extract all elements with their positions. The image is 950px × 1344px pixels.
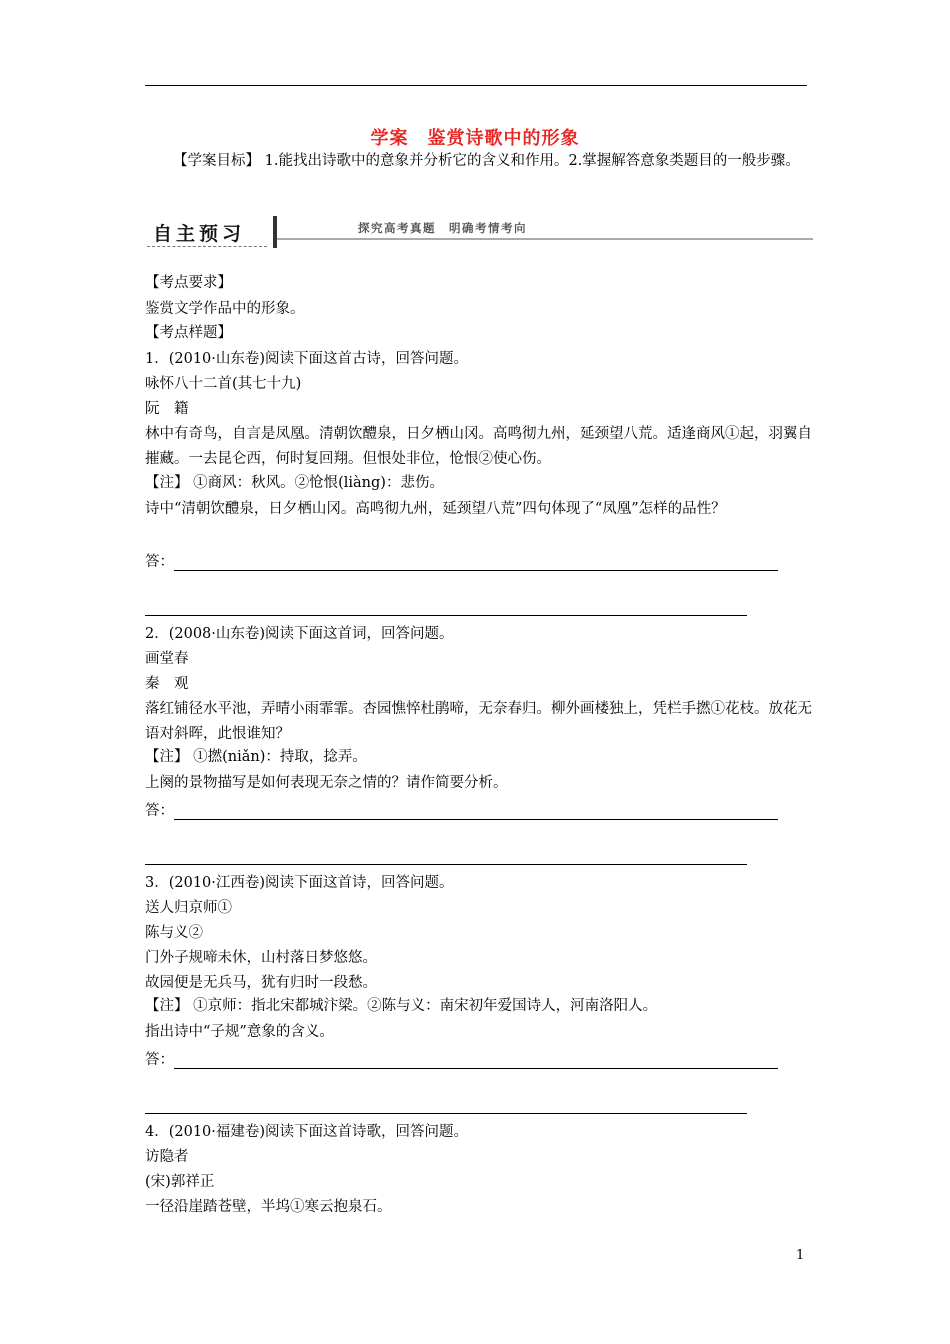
banner-divider	[273, 216, 277, 248]
q3-poem-line-1: 门外子规啼未休，山村落日梦悠悠。	[145, 950, 377, 966]
q3-author: 陈与义②	[145, 925, 203, 941]
q3-poem-title: 送人归京师①	[145, 900, 232, 916]
q2-poem-title: 画堂春	[145, 651, 189, 667]
q2-note: 【注】 ①撚(niǎn)：持取，捻弄。	[145, 749, 367, 765]
banner-label-box	[147, 218, 267, 247]
banner-subtitle: 探究高考真题 明确考情考向	[358, 221, 527, 235]
q3-poem-line-2: 故园便是无兵马，犹有归时一段愁。	[145, 975, 377, 991]
q2-answer-row	[145, 799, 778, 820]
q1-question: 诗中“清朝饮醴泉，日夕栖山冈。高鸣彻九州，延颈望八荒”四句体现了“凤凰”怎样的品性？	[145, 501, 726, 517]
q2-answer-input[interactable]	[174, 805, 778, 820]
q4-poem-title: 访隐者	[145, 1149, 189, 1165]
q3-question: 指出诗中“子规”意象的含义。	[145, 1024, 334, 1040]
header-rule	[145, 85, 807, 86]
q1-stem: 1．(2010·山东卷)阅读下面这首古诗，回答问题。	[145, 351, 469, 367]
banner-label: 自主预习	[153, 223, 246, 245]
banner-rule	[277, 238, 813, 240]
q3-stem: 3．(2010·江西卷)阅读下面这首诗，回答问题。	[145, 875, 454, 891]
q1-note: 【注】 ①商风：秋风。②怆恨(liàng)：悲伤。	[145, 475, 444, 491]
q1-answer-line-2[interactable]	[145, 615, 747, 616]
q1-poem-body: 林中有奇鸟，自言是凤凰。清朝饮醴泉，日夕栖山冈。高鸣彻九州，延颈望八荒。适逢商风①起，羽翼自摧藏。一去昆仑西，何时复回翔。但恨处非位，怆恨②使心伤。	[145, 426, 812, 467]
kaodian-text: 鉴赏文学作品中的形象。	[145, 301, 305, 317]
kaodian-heading: 【考点要求】	[145, 275, 232, 291]
q2-question: 上阕的景物描写是如何表现无奈之情的？请作简要分析。	[145, 775, 508, 791]
page-title: 学案 鉴赏诗歌中的形象	[370, 128, 580, 149]
q2-answer-label: 答：	[145, 803, 174, 819]
learning-goal: 【学案目标】 1.能找出诗歌中的意象并分析它的含义和作用。2.掌握解答意象类题目的一般步骤。	[173, 153, 800, 169]
q3-answer-line-2[interactable]	[145, 1113, 747, 1114]
q1-poem-title: 咏怀八十二首(其七十九)	[145, 376, 302, 392]
q2-poem-body: 落红铺径水平池，弄晴小雨霏霏。杏园憔悴杜鹃啼，无奈春归。柳外画楼独上，凭栏手撚①花枝。放花无语对斜晖，此恨谁知？	[145, 701, 812, 742]
section-banner	[145, 216, 813, 252]
page-number: 1	[796, 1248, 805, 1263]
q3-answer-label: 答：	[145, 1052, 174, 1068]
q2-author: 秦 观	[145, 676, 189, 692]
q4-stem: 4．(2010·福建卷)阅读下面这首诗歌，回答问题。	[145, 1124, 469, 1140]
q3-answer-input[interactable]	[174, 1054, 778, 1069]
q2-answer-line-2[interactable]	[145, 864, 747, 865]
q4-author: (宋)郭祥正	[145, 1174, 215, 1190]
q4-poem-line-1: 一径沿崖踏苍壁，半坞①寒云抱泉石。	[145, 1199, 392, 1215]
q1-answer-input[interactable]	[174, 556, 778, 571]
yangti-heading: 【考点样题】	[145, 325, 232, 341]
q3-note: 【注】 ①京师：指北宋都城汴梁。②陈与义：南宋初年爱国诗人，河南洛阳人。	[145, 998, 658, 1014]
q1-answer-row	[145, 550, 778, 571]
q3-answer-row	[145, 1048, 778, 1069]
q1-answer-label: 答：	[145, 554, 174, 570]
q2-stem: 2．(2008·山东卷)阅读下面这首词，回答问题。	[145, 626, 454, 642]
q1-author: 阮 籍	[145, 401, 189, 417]
